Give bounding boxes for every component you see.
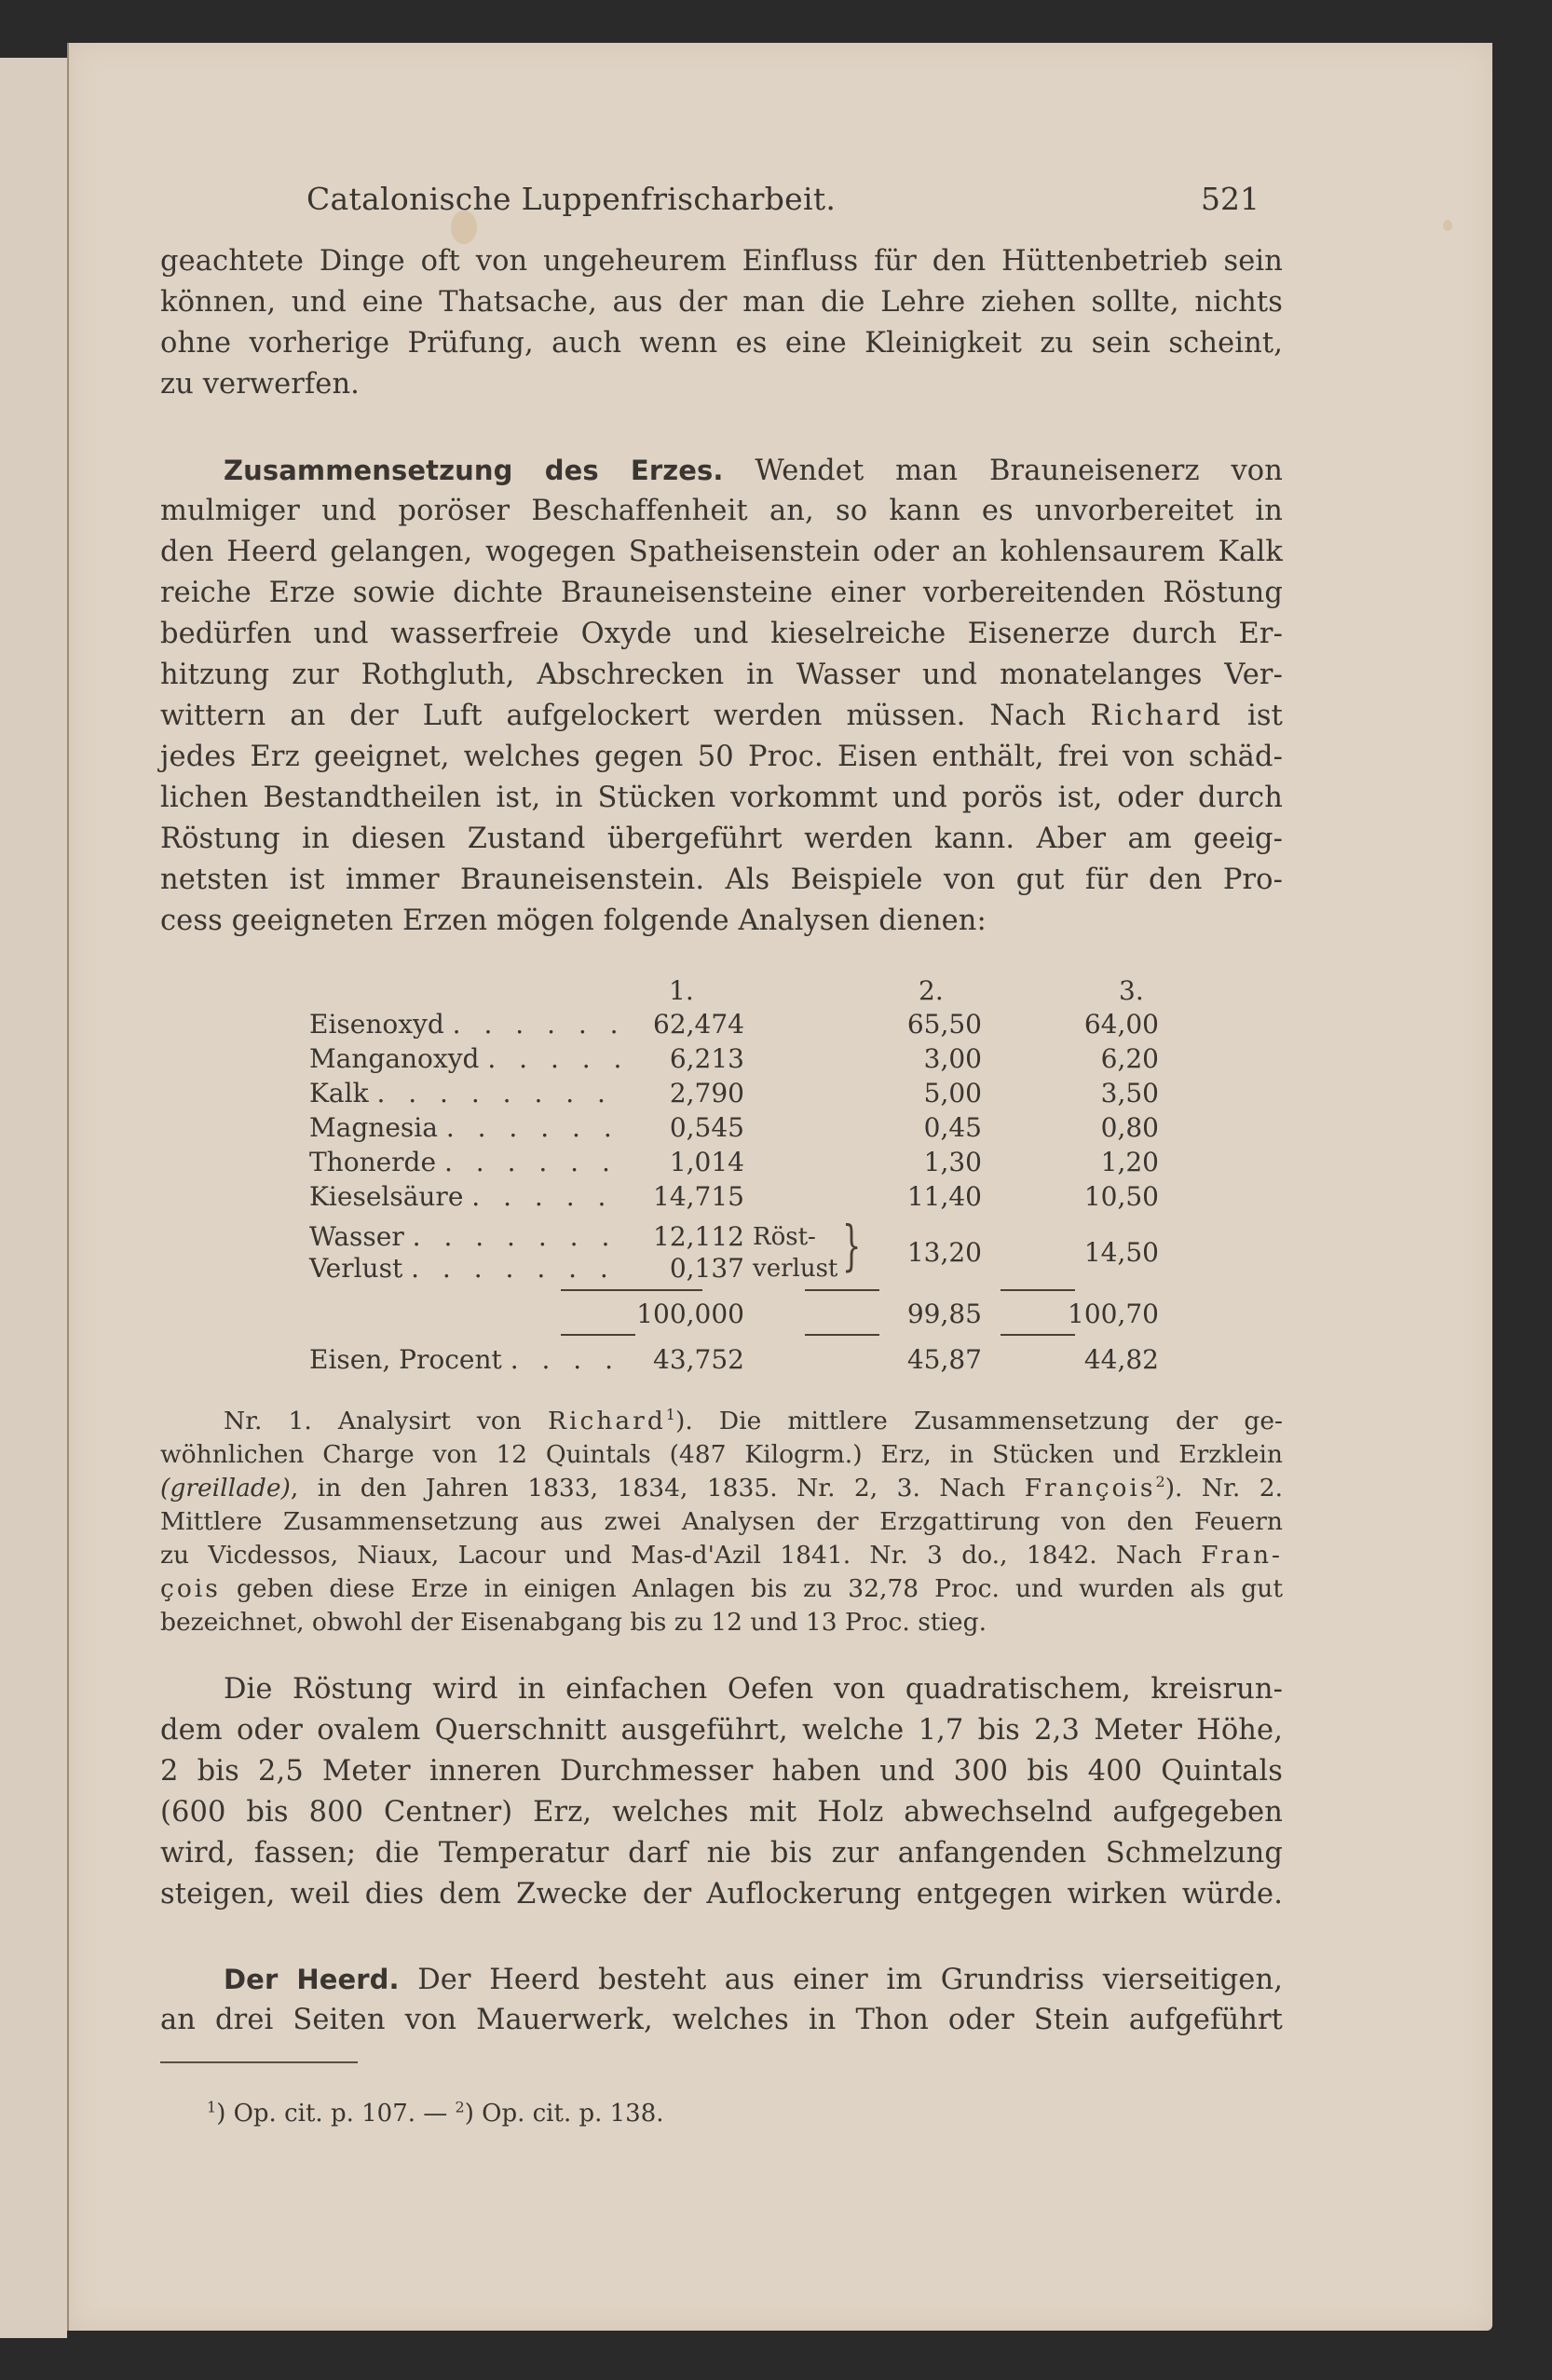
cell-value: 43,752 <box>653 1344 744 1375</box>
text-line: wird, fassen; die Temperatur darf nie bis zur anfangenden Schmelzung <box>160 1837 1283 1870</box>
sum-rule <box>561 1289 635 1291</box>
text-line: dem oder ovalem Querschnitt ausgeführt, welche 1,7 bis 2,3 Meter Höhe, <box>160 1714 1283 1747</box>
row-label: Manganoxyd <box>309 1043 480 1074</box>
roest-label-2: verlust <box>753 1255 838 1283</box>
note-line <box>160 1572 1283 1606</box>
cell-value: 2,790 <box>669 1078 744 1108</box>
text-line: (600 bis 800 Centner) Erz, welches mit Holz abwechselnd aufgegeben <box>160 1796 1283 1829</box>
leader-dots: . . . . <box>510 1344 621 1375</box>
text: zu Vicdessos, Niaux, Lacour und Mas-d'Azil 1841. Nr. 3 do., 1842. Nach <box>160 1541 1182 1570</box>
row-label: Wasser <box>309 1221 404 1252</box>
cell-value: 64,00 <box>1083 1009 1159 1040</box>
cell-value: 10,50 <box>1083 1181 1159 1212</box>
cell-value: 13,20 <box>906 1237 982 1268</box>
footnote-ref[interactable]: 1 <box>665 1406 675 1424</box>
text-line: geachtete Dinge oft von ungeheurem Einfluss für den Hüttenbetrieb sein <box>160 245 1283 278</box>
footnote-text: ) Op. cit. p. 138. <box>464 2100 664 2128</box>
text-line: lichen Bestandtheilen ist, in Stücken vorkommt und porös ist, oder durch <box>160 782 1283 814</box>
brace-icon: } <box>842 1214 862 1277</box>
text: Wendet man Brauneisenerz von <box>755 455 1283 487</box>
note-line: wöhnlichen Charge von 12 Quintals (487 Kilogrm.) Erz, in Stücken und Erzklein <box>160 1440 1283 1469</box>
cell-value: 62,474 <box>653 1009 744 1040</box>
footnote-separator <box>160 2061 358 2063</box>
section-heading-heerd: Der Heerd. <box>224 1964 400 1995</box>
row-label: Eisenoxyd <box>309 1009 444 1040</box>
text: ). Nr. 2. <box>1164 1474 1283 1503</box>
text-line: reiche Erze sowie dichte Brauneisensteine einer vorbereitenden Röstung <box>160 577 1283 609</box>
cell-value: 5,00 <box>923 1078 982 1108</box>
cell-value: 14,50 <box>1083 1237 1159 1268</box>
row-label: Eisen, Procent <box>309 1344 502 1375</box>
text-line: hitzung zur Rothgluth, Abschrecken in Wasser und monatelanges Ver- <box>160 659 1283 691</box>
text-line: mulmiger und poröser Beschaffenheit an, so kann es unvorbereitet in <box>160 495 1283 527</box>
cell-value: 3,50 <box>1100 1078 1159 1108</box>
leader-dots: . . . . . . . <box>411 1253 616 1284</box>
author-name: çois <box>160 1574 221 1603</box>
text: ). Die mittlere Zusammensetzung der ge- <box>674 1407 1283 1435</box>
note-line <box>160 1539 1283 1572</box>
section-heading-erz: Zusammensetzung des Erzes. <box>224 455 724 486</box>
footnotes <box>207 2100 664 2128</box>
leader-dots: . . . . . <box>487 1043 630 1074</box>
column-header-1: 1. <box>669 975 694 1006</box>
cell-value: 0,80 <box>1100 1112 1159 1143</box>
leader-dots: . . . . . . . <box>412 1221 618 1252</box>
cell-value: 0,137 <box>669 1253 744 1284</box>
note-line: bezeichnet, obwohl der Eisenabgang bis zu 12 und 13 Proc. stieg. <box>160 1608 987 1637</box>
cell-value: 65,50 <box>906 1009 982 1040</box>
cell-value: 44,82 <box>1083 1344 1159 1375</box>
running-title: Catalonische Luppenfrischarbeit. <box>306 181 837 217</box>
cell-value: 0,45 <box>923 1112 982 1143</box>
note-line: Mittlere Zusammensetzung aus zwei Analysen der Erzgattirung von den Feuern <box>160 1507 1283 1536</box>
cell-value: 6,213 <box>669 1043 744 1074</box>
leader-dots: . . . . . . <box>443 1147 618 1177</box>
text-line: jedes Erz geeignet, welches gegen 50 Proc. Eisen enthält, frei von schäd- <box>160 741 1283 773</box>
column-header-3: 3. <box>1119 975 1144 1006</box>
text-line: ohne vorherige Prüfung, auch wenn es eine Kleinigkeit zu sein scheint, <box>160 327 1283 360</box>
page-number: 521 <box>1201 181 1259 217</box>
row-label: Kieselsäure <box>309 1181 464 1212</box>
text: ist <box>1247 700 1284 732</box>
cell-value: 0,545 <box>669 1112 744 1143</box>
text: geben diese Erze in einigen Anlagen bis zu 32,78 Proc. und wurden als gut <box>236 1574 1283 1603</box>
leader-dots: . . . . . . <box>445 1112 619 1143</box>
author-name: Richard <box>1090 700 1224 732</box>
text-line: 2 bis 2,5 Meter inneren Durchmesser haben und 300 bis 400 Quintals <box>160 1755 1283 1788</box>
footnote-text: ) Op. cit. p. 107. — <box>216 2100 456 2128</box>
leader-dots: . . . . . <box>471 1181 614 1212</box>
cell-value: 1,014 <box>669 1147 744 1177</box>
text: Der Heerd besteht aus einer im Grundriss vierseitigen, <box>417 1964 1283 1996</box>
author-name: Fran- <box>1201 1541 1283 1570</box>
section-heading-line <box>160 450 1283 492</box>
cell-value: 3,00 <box>923 1043 982 1074</box>
text-line: cess geeigneten Erzen mögen folgende Analysen dienen: <box>160 904 987 937</box>
italic-term: (greillade) <box>160 1474 291 1503</box>
sum-rule <box>628 1289 701 1291</box>
roest-label-1: Röst- <box>753 1223 816 1251</box>
leader-dots: . . . . . . . . <box>376 1078 613 1108</box>
total-value: 100,000 <box>636 1299 744 1329</box>
author-name: Richard <box>548 1407 666 1435</box>
text-line: können, und eine Thatsache, aus der man die Lehre ziehen sollte, nichts <box>160 286 1283 319</box>
text-line: netsten ist immer Brauneisenstein. Als Beispiele von gut für den Pro- <box>160 864 1283 896</box>
text: Nr. 1. Analysirt von <box>224 1407 522 1435</box>
column-header-2: 2. <box>919 975 944 1006</box>
text-line <box>160 696 1283 737</box>
row-label: Verlust <box>309 1253 403 1284</box>
cell-value: 12,112 <box>653 1221 744 1252</box>
text: wittern an der Luft aufgelockert werden müssen. Nach <box>160 700 1067 732</box>
text: , in den Jahren 1833, 1834, 1835. Nr. 2, 3. Nach <box>290 1474 1006 1503</box>
author-name: François <box>1024 1474 1156 1503</box>
text-line: bedürfen und wasserfreie Oxyde und kieselreiche Eisenerze durch Er- <box>160 618 1283 650</box>
cell-value: 1,30 <box>923 1147 982 1177</box>
total-value: 100,70 <box>1068 1299 1159 1329</box>
text-line: Röstung in diesen Zustand übergeführt werden kann. Aber am geeig- <box>160 823 1283 855</box>
facing-page-edge <box>0 58 67 2338</box>
text-line: den Heerd gelangen, wogegen Spatheisenstein oder an kohlensaurem Kalk <box>160 536 1283 568</box>
cell-value: 1,20 <box>1100 1147 1159 1177</box>
row-label: Thonerde <box>309 1147 437 1177</box>
cell-value: 11,40 <box>906 1181 982 1212</box>
sum-rule <box>1001 1334 1075 1336</box>
footnote-ref[interactable]: 2 <box>1155 1473 1165 1491</box>
sum-rule <box>805 1289 879 1291</box>
cell-value: 6,20 <box>1100 1043 1159 1074</box>
book-page <box>67 43 1492 2331</box>
text-line: steigen, weil dies dem Zwecke der Auflockerung entgegen wirken würde. <box>160 1878 1283 1911</box>
footnote-marker: 1 <box>207 2098 217 2116</box>
note-line <box>160 1405 1283 1438</box>
leader-dots: . . . . . . <box>452 1009 626 1040</box>
sum-rule <box>805 1334 879 1336</box>
text-line: Die Röstung wird in einfachen Oefen von quadratischem, kreisrun- <box>224 1673 1283 1706</box>
total-value: 99,85 <box>906 1299 982 1329</box>
footnote-marker: 2 <box>455 2098 465 2116</box>
row-label: Magnesia <box>309 1112 438 1143</box>
cell-value: 14,715 <box>653 1181 744 1212</box>
cell-value: 45,87 <box>906 1344 982 1375</box>
sum-rule <box>561 1334 635 1336</box>
paper-stain <box>1443 220 1452 231</box>
row-label: Kalk <box>309 1078 369 1108</box>
section-heading-line <box>160 1959 1283 2001</box>
text-line: an drei Seiten von Mauerwerk, welches in Thon oder Stein aufgeführt <box>160 2004 1283 2036</box>
sum-rule <box>1001 1289 1075 1291</box>
note-line <box>160 1472 1283 1505</box>
text-line: zu verwerfen. <box>160 368 360 401</box>
